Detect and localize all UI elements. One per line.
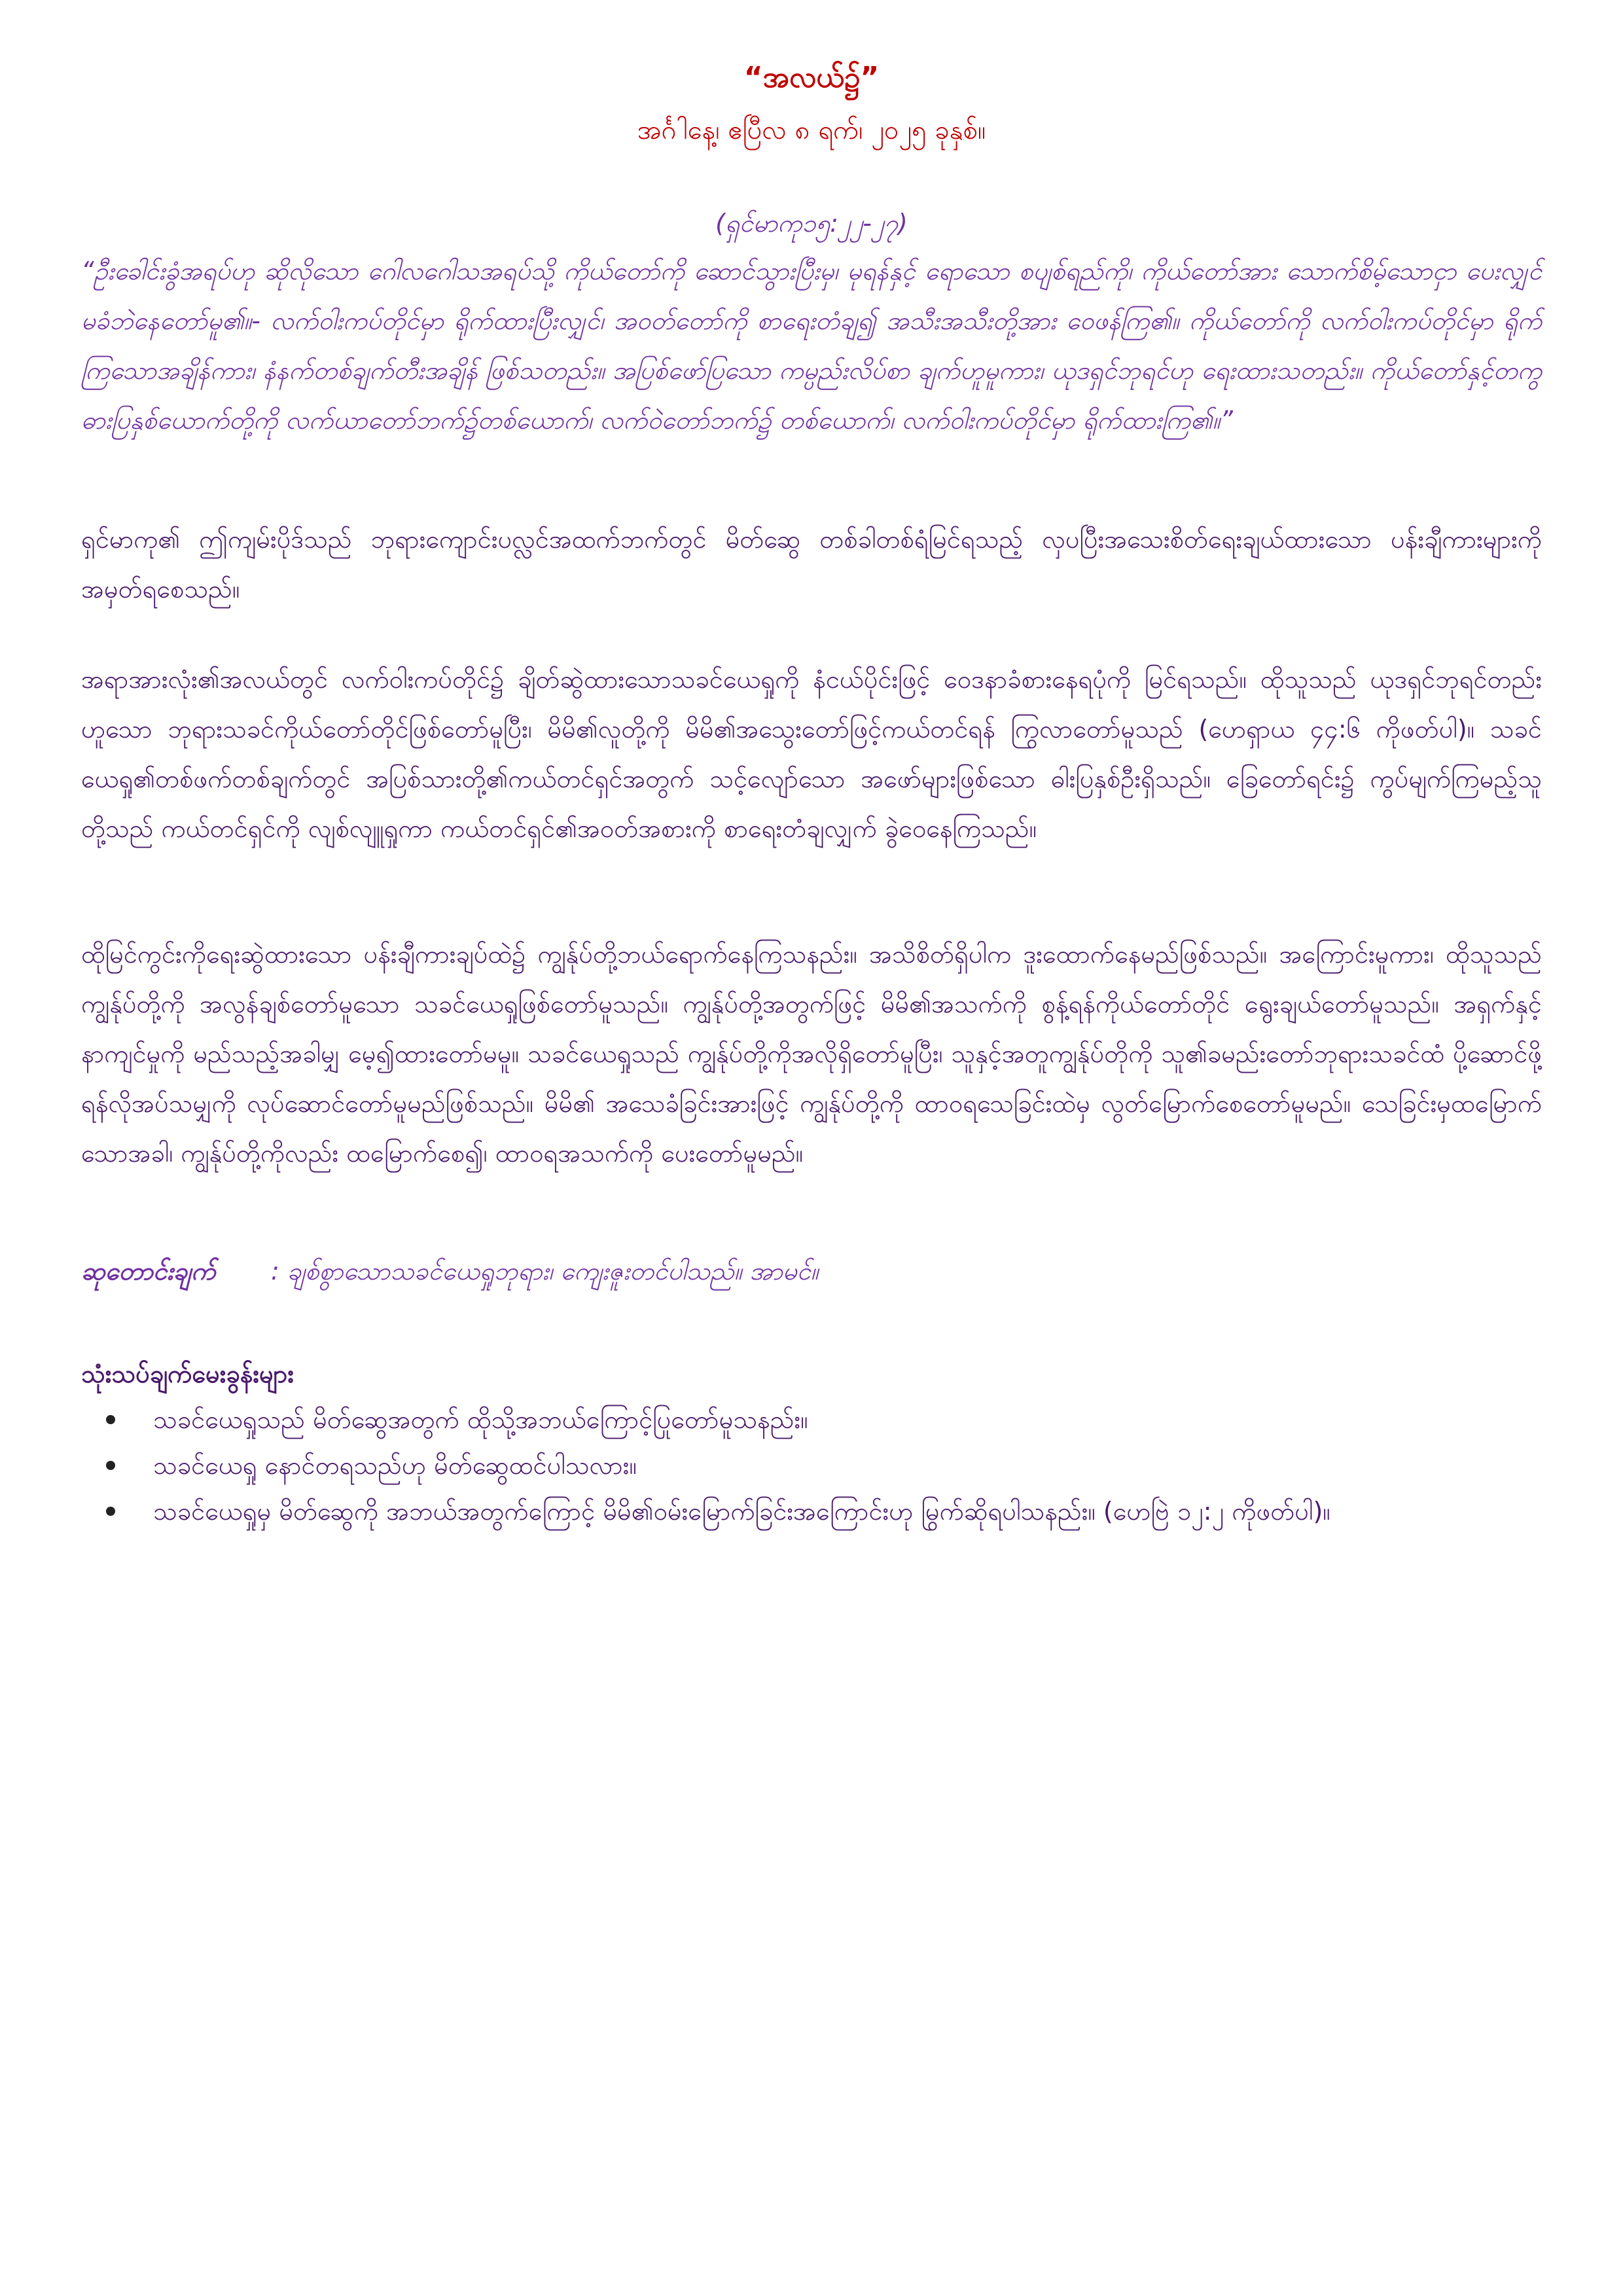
body-paragraph-3: ထိုမြင်ကွင်းကိုရေးဆွဲထားသော ပန်းချီကားချပ်ထဲ၌ ကျွန်ုပ်တို့ဘယ်ရောက်နေကြသနည်း။ အသိစိတ်ရှိပါက ဒူးထောက်နေမည်ဖြစ်သည်။ အကြောင်းမူကား၊ ထိုသူသည်ကျွန်ုပ်တို့ကို အလွန်ချစ်တော်မူသော သခင်ယေရှုဖြစ်တော်မူသည်။ ကျွန်ုပ်တို့အတွက်ဖြင့် မိမိ၏အသက်ကို စွန့်ရန်ကိုယ်တော်တိုင် ရွေးချယ်တော်မူသည်။ အရှက်နှင့်နာကျင်မှုကို မည်သည့်အခါမျှ မေ့၍ထားတော်မမူ။ သခင်ယေရှုသည် ကျွန်ုပ်တို့ကိုအလိုရှိတော်မူပြီး၊ သူနှင့်အတူကျွန်ုပ်တိုကို သူ၏ခမည်းတော်ဘုရားသခင်ထံ ပို့ဆောင်ဖို့ရန်လိုအပ်သမျှကို လုပ်ဆောင်တော်မူမည်ဖြစ်သည်။ မိမိ၏ အသေခံခြင်းအားဖြင့် ကျွန်ုပ်တို့ကို ထာဝရသေခြင်းထဲမှ လွတ်မြောက်စေတော်မူမည်။ သေခြင်းမှထမြောက်သောအခါ၊ ကျွန်ုပ်တို့ကိုလည်း ထမြောက်စေ၍၊ ထာဝရအသက်ကို ပေးတော်မူမည်။ bbox=[81, 940, 1542, 1168]
page-title: “အလယ်၌” bbox=[743, 61, 880, 94]
question-text: သခင်ယေရှု နောင်တရသည်ဟု မိတ်ဆွေထင်ပါသလား။ bbox=[153, 1451, 637, 1480]
scripture-reference: (ရှင်မာကု၁၅:၂၂-၂၇) bbox=[715, 209, 908, 238]
prayer-text: : ချစ်စွာသောသခင်ယေရှုဘုရား၊ ကျေးဇူးတင်ပါသည်။ အာမင်။ bbox=[271, 1257, 819, 1285]
scripture-quote: “ဦးခေါင်းခွံအရပ်ဟု ဆိုလိုသော ဂေါလဂေါသအရပ်သို့ ကိုယ်တော်ကို ဆောင်သွားပြီးမှ၊ မုရန်နှင့် ရောသော စပျစ်ရည်ကို၊ ကိုယ်တော်အား သောက်စိမ့်သောငှာ ပေးလျှင် မခံဘဲနေတော်မူ၏။- လက်ဝါးကပ်တိုင်မှာ ရိုက်ထားပြီးလျှင်၊ အဝတ်တော်ကို စာရေးတံချ၍ အသီးအသီးတို့အား ဝေဖန်ကြ၏။ ကိုယ်တော်ကို လက်ဝါးကပ်တိုင်မှာ ရိုက်ကြသောအချိန်ကား၊ နံနက်တစ်ချက်တီးအချိန် ဖြစ်သတည်း။ အပြစ်ဖော်ပြသော ကမ္ပည်းလိပ်စာ ချက်ဟူမူကား၊ ယုဒရှင်ဘုရင်ဟု ရေးထားသတည်း။ ကိုယ်တော်နှင့်တကွ ဓားပြနှစ်ယောက်တို့ကို လက်ယာတော်ဘက်၌တစ်ယောက်၊ လက်ဝဲတော်ဘက်၌ တစ်ယောက်၊ လက်ဝါးကပ်တိုင်မှာ ရိုက်ထားကြ၏။” bbox=[81, 257, 1543, 435]
bullet-icon bbox=[106, 1415, 115, 1424]
prayer-label: ဆုတောင်းချက် bbox=[81, 1257, 216, 1285]
question-text: သခင်ယေရှုသည် မိတ်ဆွေအတွက် ထိုသို့အဘယ်ကြောင့်ပြုတော်မူသနည်း။ bbox=[153, 1405, 808, 1434]
body-paragraph-1: ရှင်မာကု၏ ဤကျမ်းပိုဒ်သည် ဘုရားကျောင်းပလ္လင်အထက်ဘက်တွင် မိတ်ဆွေ တစ်ခါတစ်ရံမြင်ရသည့် လှပပြီးအသေးစိတ်ရေးချယ်ထားသော ပန်းချီကားများကို အမှတ်ရစေသည်။ bbox=[81, 525, 1542, 603]
questions-heading: သုံးသပ်ချက်မေးခွန်းများ bbox=[81, 1359, 294, 1388]
list-item bbox=[81, 1443, 1542, 1488]
list-item bbox=[81, 1488, 1542, 1534]
question-text: သခင်ယေရှုမှ မိတ်ဆွေကို အဘယ်အတွက်ကြောင့် မိမိ၏ဝမ်းမြောက်ခြင်းအကြောင်းဟု မြွက်ဆိုရပါသနည်း။ (ဟေဗြဲ ၁၂:၂ ကိုဖတ်ပါ)။ bbox=[153, 1497, 1330, 1526]
date-line: အင်္ဂါနေ့၊ ဧပြီလ ၈ ရက်၊ ၂၀၂၅ ခုနှစ်။ bbox=[637, 115, 986, 145]
list-item bbox=[81, 1397, 1542, 1443]
questions-list bbox=[81, 1397, 1542, 1534]
bullet-icon bbox=[106, 1507, 115, 1516]
prayer bbox=[81, 1246, 1542, 1296]
bullet-icon bbox=[106, 1461, 115, 1470]
body-paragraph-2: အရာအားလုံး၏အလယ်တွင် လက်ဝါးကပ်တိုင်၌ ချိတ်ဆွဲထားသောသခင်ယေရှုကို နံငယ်ပိုင်းဖြင့် ဝေဒနာခံစားနေရပုံကို မြင်ရသည်။ ထိုသူသည် ယုဒရှင်ဘုရင်တည်းဟူသော ဘုရားသခင်ကိုယ်တော်တိုင်ဖြစ်တော်မူပြီး၊ မိမိ၏လူတို့ကို မိမိ၏အသွေးတော်ဖြင့်ကယ်တင်ရန် ကြွလာတော်မူသည် (ဟေရှာယ ၄၄:၆ ကိုဖတ်ပါ)။ သခင်ယေရှု၏တစ်ဖက်တစ်ချက်တွင် အပြစ်သားတို့၏ကယ်တင်ရှင်အတွက် သင့်လျော်သော အဖော်များဖြစ်သော ဓါးပြနှစ်ဦးရှိသည်။ ခြေတော်ရင်း၌ ကွပ်မျက်ကြမည့်သူတို့သည် ကယ်တင်ရှင်ကို လျစ်လျူရှုကာ ကယ်တင်ရှင်၏အဝတ်အစားကို စာရေးတံချလျှက် ခွဲဝေနေကြသည်။ bbox=[81, 665, 1542, 843]
